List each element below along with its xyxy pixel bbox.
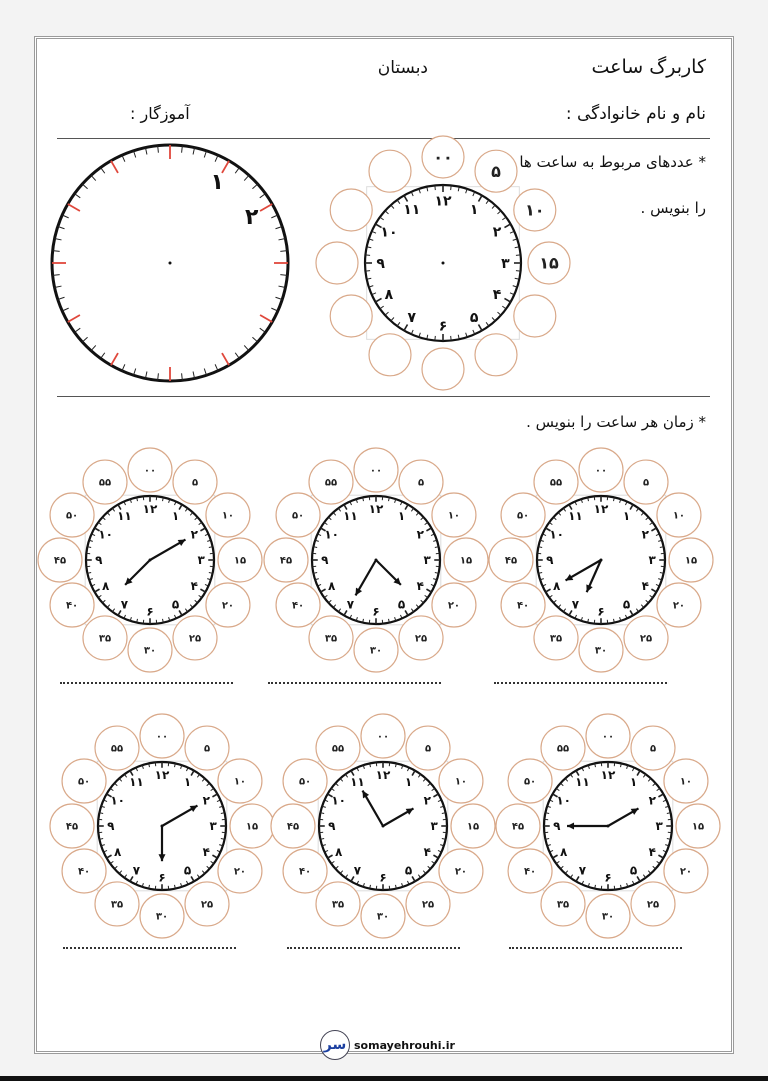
- clock-number: ۱۰: [98, 527, 113, 542]
- minute-label: ۵۰: [523, 776, 537, 788]
- clock-number: ۱۲: [434, 193, 452, 210]
- minute-label: ۲۵: [188, 633, 202, 645]
- clock-number: ۳: [197, 553, 205, 568]
- clock-number: ۸: [334, 844, 343, 859]
- minute-label: ۱۰: [679, 776, 693, 788]
- clock-number: ۶: [597, 604, 605, 619]
- minute-label: ۵: [491, 161, 501, 181]
- minute-label: ۱۰: [233, 776, 247, 788]
- blank-clock-face: [50, 143, 290, 383]
- minute-label: ۵۰: [65, 510, 79, 522]
- clock-number: ۷: [132, 863, 141, 878]
- section1-instruction: * عددهای مربوط به ساعت ها: [519, 153, 706, 171]
- example-clock: [313, 140, 573, 400]
- clock-number: ۱۱: [568, 508, 583, 523]
- clock-number: ۴: [492, 287, 502, 304]
- header-divider: [57, 138, 710, 139]
- minute-label: ۳۵: [331, 899, 345, 911]
- minute-label: ۲۵: [421, 899, 435, 911]
- clock-number: ۴: [202, 844, 211, 859]
- clock-number: ۷: [346, 597, 355, 612]
- clock-number: ۷: [578, 863, 587, 878]
- center-dot: [169, 262, 172, 265]
- minute-label: ۳۰: [369, 645, 383, 657]
- clock-number: ۱۱: [129, 774, 144, 789]
- minute-label: ۱۰: [525, 200, 545, 220]
- minute-bubble[interactable]: [316, 242, 358, 284]
- minute-label: ۰۰: [376, 731, 390, 743]
- worksheet-title: کاربرگ ساعت: [591, 56, 706, 78]
- section1-instruction-cont: را بنویس .: [640, 199, 706, 217]
- clock-number: ۴: [416, 578, 425, 593]
- minute-label: ۱۵: [684, 555, 698, 567]
- minute-label: ۳۰: [594, 645, 608, 657]
- center-dot: [442, 262, 445, 265]
- clock-number: ۱: [469, 201, 479, 218]
- minute-label: ۵۰: [291, 510, 305, 522]
- minute-label: ۲۵: [646, 899, 660, 911]
- student-name-label: نام و نام خانوادگی :: [565, 104, 706, 124]
- clock-number: ۱: [397, 508, 406, 523]
- minute-label: ۵۵: [556, 743, 570, 755]
- exercise-clock-3: [481, 440, 721, 680]
- minute-bubble[interactable]: [369, 334, 411, 376]
- exercise-clock-4: [42, 706, 282, 946]
- minute-label: ۵۵: [549, 477, 563, 489]
- clock-number: ۵: [183, 863, 192, 878]
- minute-label: ۳۰: [376, 911, 390, 923]
- answer-line-2[interactable]: [268, 682, 441, 684]
- minute-label: ۲۰: [447, 600, 461, 612]
- minute-label: ۳۰: [143, 645, 157, 657]
- minute-label: ۵: [649, 743, 657, 755]
- clock-number: ۱۱: [343, 508, 358, 523]
- clock-number: ۲: [641, 527, 650, 542]
- clock-number: ۱۱: [403, 201, 421, 218]
- minute-bubble[interactable]: [330, 189, 372, 231]
- minute-label: ۱۵: [539, 253, 559, 273]
- clock-number: ۳: [501, 255, 510, 272]
- clock-number: ۱۰: [110, 793, 125, 808]
- minute-label: ۵: [191, 477, 199, 489]
- clock-number: ۵: [171, 597, 180, 612]
- minute-bubble[interactable]: [514, 295, 556, 337]
- minute-label: ۱۵: [466, 821, 480, 833]
- clock-number: ۱۲: [375, 768, 391, 782]
- minute-label: ۴۰: [291, 600, 305, 612]
- clock-number: ۹: [546, 553, 554, 568]
- minute-label: ۱۰: [447, 510, 461, 522]
- clock-number: ۸: [559, 844, 568, 859]
- minute-label: ۰۰: [433, 147, 453, 167]
- clock-number: ۱۰: [549, 527, 564, 542]
- clock-number: ۱: [404, 774, 413, 789]
- minute-label: ۰۰: [601, 731, 615, 743]
- minute-label: ۱۵: [233, 555, 247, 567]
- minute-label: ۴۰: [523, 866, 537, 878]
- clock-number: ۱۲: [593, 502, 609, 516]
- minute-label: ۵۵: [331, 743, 345, 755]
- clock-number: ۴: [641, 578, 650, 593]
- clock-number: ۱۰: [556, 793, 571, 808]
- exercise-clock-2: [256, 440, 496, 680]
- clock-number: ۷: [407, 309, 417, 326]
- clock-number: ۹: [376, 255, 385, 272]
- minute-label: ۲۵: [414, 633, 428, 645]
- clock-number: ۶: [146, 604, 154, 619]
- clock-number: ۱۱: [575, 774, 590, 789]
- minute-label: ۵۵: [324, 477, 338, 489]
- clock-number: ۱: [629, 774, 638, 789]
- exercise-clock-6: [488, 706, 728, 946]
- minute-label: ۴۵: [279, 555, 293, 567]
- minute-label: ۲۵: [639, 633, 653, 645]
- minute-label: ۳۵: [110, 899, 124, 911]
- minute-label: ۵: [203, 743, 211, 755]
- clock-number: ۵: [622, 597, 631, 612]
- minute-label: ۵۰: [77, 776, 91, 788]
- minute-label: ۰۰: [594, 465, 608, 477]
- minute-label: ۱۵: [245, 821, 259, 833]
- clock-number: ۳: [423, 553, 431, 568]
- section2-instruction: * زمان هر ساعت را بنویس .: [526, 413, 706, 431]
- clock-number: ۱۱: [117, 508, 132, 523]
- bottom-bar: [0, 1076, 768, 1081]
- minute-label: ۴۵: [504, 555, 518, 567]
- clock-number: ۱۲: [600, 768, 616, 782]
- clock-number: ۸: [552, 578, 561, 593]
- minute-label: ۴۵: [286, 821, 300, 833]
- minute-label: ۲۰: [221, 600, 235, 612]
- answer-line-5[interactable]: [287, 947, 460, 949]
- minute-label: ۴۰: [77, 866, 91, 878]
- minute-label: ۴۵: [53, 555, 67, 567]
- clock-number: ۷: [120, 597, 129, 612]
- clock-number: ۶: [379, 870, 387, 885]
- minute-label: ۵۰: [298, 776, 312, 788]
- minute-label: ۴۰: [65, 600, 79, 612]
- minute-label: ۱۵: [691, 821, 705, 833]
- clock-number: ۶: [372, 604, 380, 619]
- minute-label: ۵: [417, 477, 425, 489]
- minute-label: ۰۰: [143, 465, 157, 477]
- answer-line-6[interactable]: [509, 947, 682, 949]
- clock-number: ۵: [404, 863, 413, 878]
- minute-label: ۳۵: [549, 633, 563, 645]
- minute-label: ۰۰: [155, 731, 169, 743]
- clock-number: ۹: [95, 553, 103, 568]
- minute-bubble[interactable]: [422, 348, 464, 390]
- clock-number: ۹: [107, 819, 115, 834]
- minute-label: ۴۰: [298, 866, 312, 878]
- clock-number: ۲: [648, 793, 657, 808]
- minute-label: ۱۵: [459, 555, 473, 567]
- minute-bubble[interactable]: [475, 334, 517, 376]
- clock-number: ۶: [438, 318, 448, 335]
- school-label: دبستان: [377, 58, 428, 78]
- minute-label: ۳۵: [324, 633, 338, 645]
- minute-label: ۵: [424, 743, 432, 755]
- minute-bubble[interactable]: [330, 295, 372, 337]
- footer: [320, 1030, 455, 1060]
- minute-label: ۲۵: [200, 899, 214, 911]
- clock-number: ۲: [202, 793, 211, 808]
- minute-label: ۱۰: [672, 510, 686, 522]
- clock-number: ۲: [423, 793, 432, 808]
- clock-number: ۱۰: [380, 224, 398, 241]
- minute-label: ۵: [642, 477, 650, 489]
- clock-number: ۱: [210, 170, 224, 196]
- clock-number: ۲: [416, 527, 425, 542]
- clock-number: ۵: [469, 309, 479, 326]
- clock-number: ۳: [648, 553, 656, 568]
- minute-label: ۳۰: [601, 911, 615, 923]
- minute-label: ۵۰: [516, 510, 530, 522]
- minute-label: ۲۰: [679, 866, 693, 878]
- clock-number: ۴: [423, 844, 432, 859]
- clock-number: ۱: [171, 508, 180, 523]
- minute-label: ۳۵: [98, 633, 112, 645]
- clock-number: ۸: [384, 287, 394, 304]
- clock-number: ۸: [101, 578, 110, 593]
- minute-label: ۴۰: [516, 600, 530, 612]
- clock-number: ۴: [648, 844, 657, 859]
- minute-label: ۴۵: [65, 821, 79, 833]
- clock-number: ۲: [492, 224, 502, 241]
- clock-number: ۱: [622, 508, 631, 523]
- clock-number: ۲: [190, 527, 199, 542]
- site-logo: سر: [320, 1030, 350, 1060]
- minute-label: ۳۰: [155, 911, 169, 923]
- clock-number: ۶: [604, 870, 612, 885]
- clock-number: ۹: [328, 819, 336, 834]
- clock-number: ۳: [655, 819, 663, 834]
- exercise-clock-1: [30, 440, 270, 680]
- minute-label: ۵۵: [98, 477, 112, 489]
- exercise-clock-5: [263, 706, 503, 946]
- minute-label: ۵۵: [110, 743, 124, 755]
- answer-line-4[interactable]: [63, 947, 236, 949]
- minute-label: ۲۰: [672, 600, 686, 612]
- clock-number: ۱۰: [324, 527, 339, 542]
- website-link[interactable]: somayehrouhi.ir: [354, 1038, 455, 1052]
- clock-number: ۹: [553, 819, 561, 834]
- clock-number: ۷: [571, 597, 580, 612]
- clock-number: ۶: [158, 870, 166, 885]
- minute-label: ۲۰: [454, 866, 468, 878]
- clock-number: ۵: [397, 597, 406, 612]
- answer-line-1[interactable]: [60, 682, 233, 684]
- minute-label: ۱۰: [454, 776, 468, 788]
- clock-number: ۱۲: [154, 768, 170, 782]
- minute-label: ۴۵: [511, 821, 525, 833]
- minute-label: ۱۰: [221, 510, 235, 522]
- clock-number: ۱۲: [142, 502, 158, 516]
- clock-number: ۲: [245, 204, 259, 230]
- clock-number: ۱۱: [350, 774, 365, 789]
- minute-label: ۳۵: [556, 899, 570, 911]
- minute-label: ۰۰: [369, 465, 383, 477]
- minute-bubble[interactable]: [369, 150, 411, 192]
- clock-number: ۱۰: [331, 793, 346, 808]
- clock-number: ۱: [183, 774, 192, 789]
- answer-line-3[interactable]: [494, 682, 667, 684]
- clock-number: ۵: [629, 863, 638, 878]
- clock-number: ۱۲: [368, 502, 384, 516]
- clock-number: ۳: [430, 819, 438, 834]
- clock-number: ۳: [209, 819, 217, 834]
- minute-label: ۲۰: [233, 866, 247, 878]
- clock-number: ۸: [113, 844, 122, 859]
- clock-number: ۹: [321, 553, 329, 568]
- teacher-label: آموزگار :: [130, 104, 190, 123]
- clock-number: ۷: [353, 863, 362, 878]
- clock-number: ۸: [327, 578, 336, 593]
- clock-number: ۴: [190, 578, 199, 593]
